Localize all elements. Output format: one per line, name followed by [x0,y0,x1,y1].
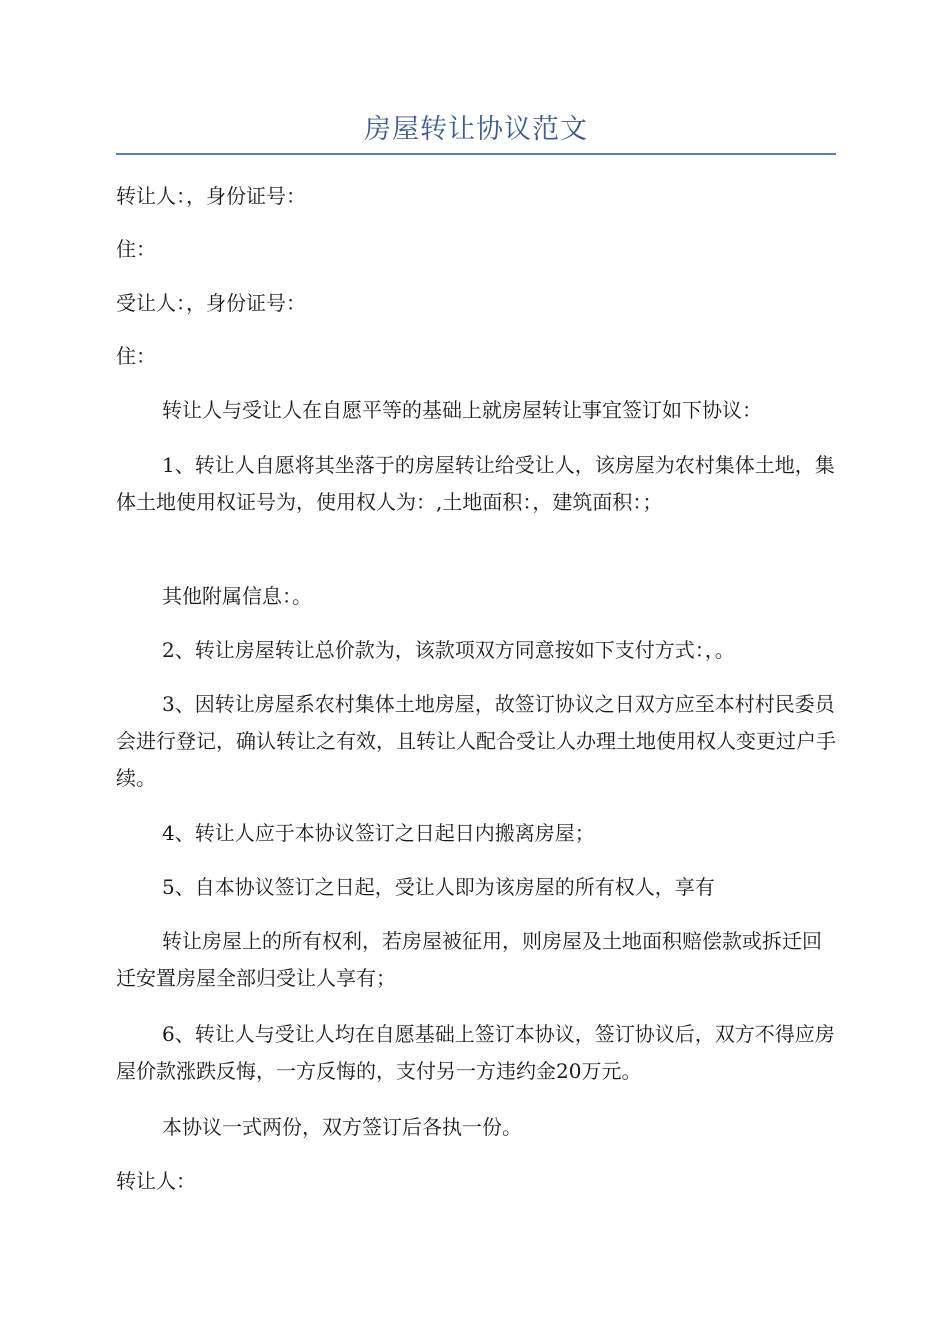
paragraph-preamble: 转让人与受让人在自愿平等的基础上就房屋转让事宜签订如下协议： [162,398,762,422]
paragraph-clause-2: 2、转让房屋转让总价款为，该款项双方同意按如下支付方式：，。 [162,638,735,662]
paragraph-clause-6: 6、转让人与受让人均在自愿基础上签订本协议，签订协议后，双方不得应房屋价款涨跌反悔，一方反悔的，支付另一方违约金20万元。 [116,1022,835,1083]
paragraph-clause-4: 4、转让人应于本协议签订之日起日内搬离房屋； [162,821,595,845]
paragraph-clause-1: 1、转让人自愿将其坐落于的房屋转让给受让人，该房屋为农村集体土地，集体土地使用权证号为，使用权人为：,土地面积：，建筑面积：； [116,453,835,514]
paragraph-other-info: 其他附属信息：。 [162,584,312,608]
paragraph-transferor: 转让人：，身份证号： [116,184,306,208]
paragraph-transferee-address: 住： [116,344,156,368]
paragraph-transferor-address: 住： [116,237,156,261]
paragraph-transferee: 受让人：，身份证号： [116,291,306,315]
document-title: 房屋转让协议范文 [364,114,588,145]
paragraph-clause-5: 5、自本协议签订之日起，受让人即为该房屋的所有权人，享有 [162,875,715,899]
paragraph-copies: 本协议一式两份，双方签订后各执一份。 [162,1115,522,1139]
paragraph-signature-transferor: 转让人： [116,1169,196,1193]
title-underline [116,153,836,155]
paragraph-clause-5-continued: 转让房屋上的所有权利，若房屋被征用，则房屋及土地面积赔偿款或拆迁回迁安置房屋全部归受让人享有； [116,929,822,990]
paragraph-clause-3: 3、因转让房屋系农村集体土地房屋，故签订协议之日双方应至本村村民委员会进行登记，确认转让之有效，且转让人配合受让人办理土地使用权人变更过户手续。 [116,692,836,790]
